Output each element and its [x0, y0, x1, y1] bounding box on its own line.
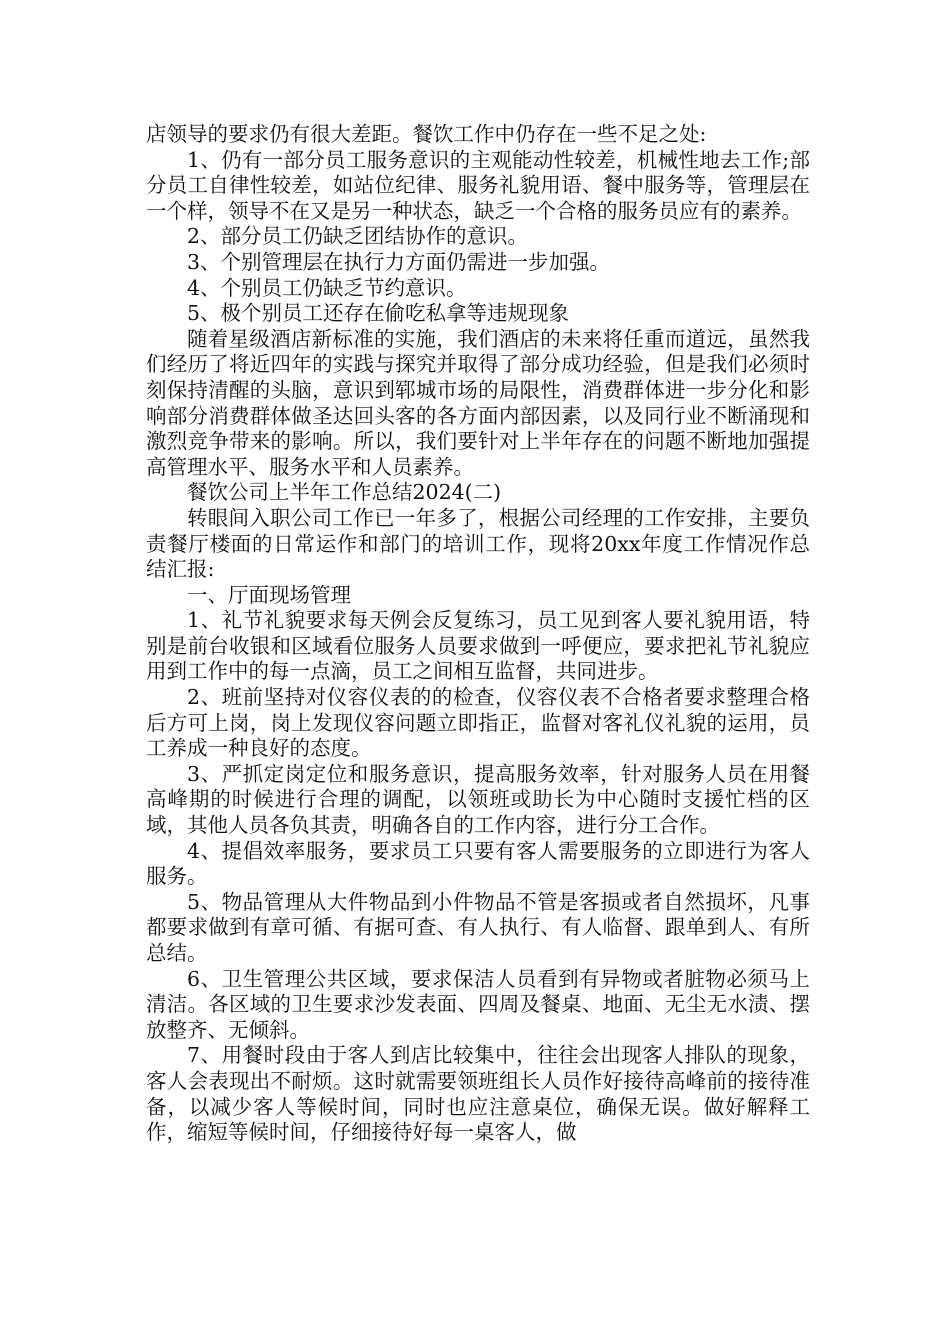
- document-page: [146, 122, 810, 1146]
- paragraph-16: 7、用餐时段由于客人到店比较集中，往往会出现客人排队的现象，客人会表现出不耐烦。这时就需要领班组长人员作好接待高峰前的接待准备，以减少客人等候时间，同时也应注意桌位，确保无误。做好解释工作，缩短等候时间，仔细接待好每一桌客人，做: [146, 1043, 810, 1145]
- paragraph-11: 2、班前坚持对仪容仪表的的检查，仪容仪表不合格者要求整理合格后方可上岗，岗上发现仪容问题立即指正，监督对客礼仪礼貌的运用，员工养成一种良好的态度。: [146, 685, 810, 761]
- paragraph-0: 店领导的要求仍有很大差距。餐饮工作中仍存在一些不足之处:: [146, 122, 707, 146]
- paragraph-14: 5、物品管理从大件物品到小件物品不管是客损或者自然损坏，凡事都要求做到有章可循、有据可查、有人执行、有人临督、跟单到人、有所总结。: [146, 889, 810, 965]
- paragraph-13: 4、提倡效率服务，要求员工只要有客人需要服务的立即进行为客人服务。: [146, 838, 810, 889]
- paragraph-6: 随着星级酒店新标准的实施，我们酒店的未来将任重而道远，虽然我们经历了将近四年的实践与探究并取得了部分成功经验，但是我们必须时刻保持清醒的头脑，意识到郓城市场的局限性，消费群体进一步分化和影响部分消费群体做圣达回头客的各方面内部因素，以及同行业不断涌现和激烈竞争带来的影响。所以，我们要针对上半年存在的问题不断地加强提高管理水平、服务水平和人员素养。: [146, 326, 810, 479]
- section-title: 餐饮公司上半年工作总结2024(二): [187, 480, 502, 505]
- paragraph-10: 1、礼节礼貌要求每天例会反复练习，员工见到客人要礼貌用语，特别是前台收银和区域看位服务人员要求做到一呼便应，要求把礼节礼貌应用到工作中的每一点滴，员工之间相互监督，共同进步。: [146, 608, 810, 684]
- paragraph-8: 转眼间入职公司工作已一年多了，根据公司经理的工作安排，主要负责餐厅楼面的日常运作和部门的培训工作，现将20xx年度工作情况作总结汇报:: [146, 505, 810, 582]
- paragraph-1: 1、仍有一部分员工服务意识的主观能动性较差，机械性地去工作;部分员工自律性较差，如站位纪律、服务礼貌用语、餐中服务等，管理层在一个样，领导不在又是另一种状态，缺乏一个合格的服务员应有的素养。: [146, 147, 810, 223]
- paragraph-12: 3、严抓定岗定位和服务意识，提高服务效率，针对服务人员在用餐高峰期的时候进行合理的调配，以领班或助长为中心随时支援忙档的区域，其他人员各负其责，明确各自的工作内容，进行分工合作。: [146, 761, 810, 838]
- paragraph-2: 2、部分员工仍缺乏团结协作的意识。: [187, 224, 529, 249]
- paragraph-4: 4、个别员工仍缺乏节约意识。: [187, 275, 467, 300]
- paragraph-5: 5、极个别员工还存在偷吃私拿等违规现象: [187, 301, 570, 326]
- paragraph-15: 6、卫生管理公共区域，要求保洁人员看到有异物或者脏物必须马上清洁。各区域的卫生要求沙发表面、四周及餐桌、地面、无尘无水渍、摆放整齐、无倾斜。: [146, 966, 810, 1042]
- subsection-heading: 一、厅面现场管理: [187, 582, 351, 607]
- paragraph-3: 3、个别管理层在执行力方面仍需进一步加强。: [187, 249, 611, 274]
